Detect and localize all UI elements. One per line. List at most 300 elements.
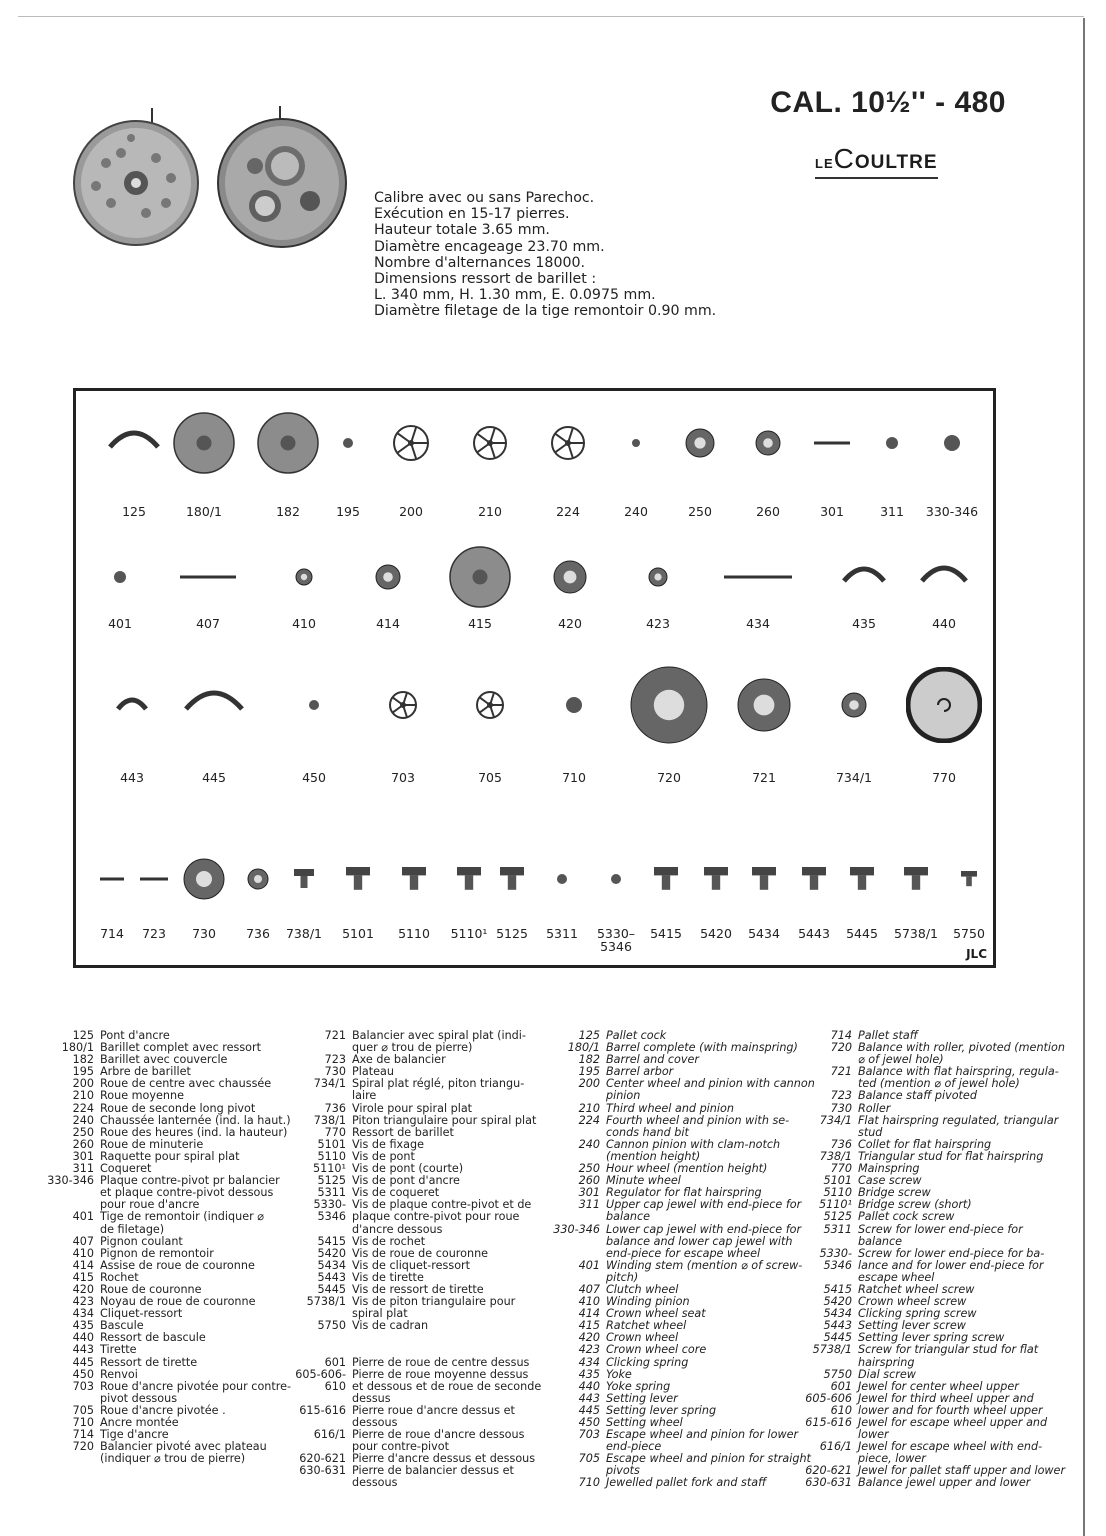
part-number: 301 bbox=[72, 1149, 94, 1163]
part-number-label: 5738/1 bbox=[894, 926, 938, 941]
part-number: 445 bbox=[72, 1355, 94, 1369]
part-number: 5110¹ bbox=[313, 1162, 346, 1176]
list-item bbox=[548, 1260, 815, 1272]
list-item bbox=[290, 1103, 541, 1115]
part-number: 311 bbox=[578, 1198, 600, 1212]
part-number-label: 423 bbox=[646, 616, 670, 631]
part-description: Clicking spring screw bbox=[858, 1307, 977, 1321]
part-number: 407 bbox=[578, 1282, 600, 1296]
part-number: 195 bbox=[72, 1065, 94, 1079]
part-number: 721 bbox=[830, 1065, 852, 1079]
list-item bbox=[548, 1477, 815, 1489]
part-number: 415 bbox=[578, 1319, 600, 1333]
list-item bbox=[800, 1417, 1065, 1429]
part-number bbox=[290, 1344, 352, 1356]
part-description: Roller bbox=[858, 1101, 891, 1115]
part-number: 311 bbox=[72, 1162, 94, 1176]
part-number-label: 401 bbox=[108, 616, 132, 631]
part-description: Jewel for pallet staff upper and lower bbox=[858, 1464, 1066, 1478]
part-number: 5311 bbox=[823, 1222, 852, 1236]
part-number: 420 bbox=[578, 1331, 600, 1345]
part-number-label: 710 bbox=[562, 770, 586, 785]
part-description: Raquette pour spiral plat bbox=[100, 1149, 240, 1163]
list-item bbox=[290, 1477, 541, 1489]
part-number: 720 bbox=[830, 1041, 852, 1055]
part-182-icon bbox=[256, 411, 320, 475]
part-number: 443 bbox=[72, 1343, 94, 1357]
part-description: escape wheel bbox=[858, 1270, 935, 1284]
part-240-icon bbox=[630, 437, 642, 449]
part-description: dessous bbox=[352, 1476, 398, 1490]
part-description: Screw for lower end-piece for bbox=[858, 1222, 1023, 1236]
part-description: Vis de pont (courte) bbox=[352, 1162, 464, 1176]
part-number-label: 734/1 bbox=[835, 770, 873, 785]
part-description: Tige de remontoir (indiquer ⌀ bbox=[100, 1210, 264, 1224]
part-number: 180/1 bbox=[567, 1041, 600, 1055]
part-number: 5420 bbox=[317, 1246, 346, 1260]
part-number: 423 bbox=[578, 1343, 600, 1357]
part-description: Ressort de bascule bbox=[100, 1331, 206, 1345]
part-description: Yoke bbox=[606, 1367, 632, 1381]
part-450-icon bbox=[307, 698, 321, 712]
part-description: Balance staff pivoted bbox=[858, 1089, 977, 1103]
part-number bbox=[30, 1224, 100, 1236]
part-5738-1-icon bbox=[902, 865, 930, 893]
part-description: Jewel for escape wheel with end- bbox=[858, 1440, 1043, 1454]
part-description: Tirette bbox=[100, 1343, 137, 1357]
part-description: de filetage) bbox=[100, 1222, 165, 1236]
part-description: Center wheel and pinion with cannon bbox=[606, 1077, 815, 1091]
part-number-label: 414 bbox=[376, 616, 400, 631]
part-number-label: 5125 bbox=[496, 926, 528, 941]
list-item bbox=[800, 1441, 1065, 1453]
part-5415-icon bbox=[652, 865, 680, 893]
list-item bbox=[548, 1236, 815, 1248]
part-number: 705 bbox=[578, 1452, 600, 1466]
list-item bbox=[548, 1381, 815, 1393]
part-number: 407 bbox=[72, 1234, 94, 1248]
part-description: Vis de pont d'ancre bbox=[352, 1174, 460, 1188]
part-description: Vis de piton triangulaire pour bbox=[352, 1295, 516, 1309]
part-5330--5346-icon bbox=[609, 872, 623, 886]
part-number: 705 bbox=[72, 1403, 94, 1417]
part-description: Roue de couronne bbox=[100, 1282, 202, 1296]
part-number bbox=[548, 1248, 606, 1260]
list-item bbox=[290, 1090, 541, 1102]
part-description: Vis de fixage bbox=[352, 1137, 424, 1151]
part-number-label: 720 bbox=[657, 770, 681, 785]
part-number: 415 bbox=[72, 1270, 94, 1284]
list-item bbox=[800, 1344, 1065, 1356]
part-410-icon bbox=[294, 567, 314, 587]
part-number: 5443 bbox=[823, 1319, 852, 1333]
part-number-label: 5311 bbox=[546, 926, 578, 941]
part-description: Winding stem (mention ⌀ of screw- bbox=[606, 1258, 803, 1272]
page-top-edge bbox=[18, 16, 1084, 17]
part-description: Screw for lower end-piece for ba- bbox=[858, 1246, 1045, 1260]
part-number-label: 5330– 5346 bbox=[596, 926, 636, 954]
part-number-label: 301 bbox=[820, 504, 844, 519]
part-description: Ratchet wheel bbox=[606, 1319, 687, 1333]
part-414-icon bbox=[374, 563, 402, 591]
part-description: Roue de seconde long pivot bbox=[100, 1101, 256, 1115]
parts-chart bbox=[73, 388, 996, 968]
part-description: Renvoi bbox=[100, 1367, 138, 1381]
part-number: 330-346 bbox=[47, 1174, 94, 1188]
part-description: balance bbox=[858, 1234, 903, 1248]
list-item bbox=[800, 1224, 1065, 1236]
part-description: Balance with roller, pivoted (mention bbox=[858, 1041, 1065, 1055]
part-number: 5738/1 bbox=[812, 1343, 852, 1357]
part-number: 330-346 bbox=[553, 1222, 600, 1236]
brand-logo: LECOULTRE bbox=[815, 146, 938, 179]
part-number: 736 bbox=[830, 1137, 852, 1151]
part-description: (mention height) bbox=[606, 1149, 701, 1163]
list-item bbox=[800, 1090, 1065, 1102]
part-number: 601 bbox=[830, 1379, 852, 1393]
part-description: stud bbox=[858, 1125, 883, 1139]
part-description: balance bbox=[606, 1210, 651, 1224]
part-number: 714 bbox=[72, 1428, 94, 1442]
part-5125-icon bbox=[498, 865, 526, 893]
part-description: Crown wheel bbox=[606, 1331, 679, 1345]
list-item bbox=[290, 1211, 541, 1223]
part-description: Fourth wheel and pinion with se- bbox=[606, 1113, 790, 1127]
part-number-label: 311 bbox=[880, 504, 904, 519]
part-description: Crown wheel seat bbox=[606, 1307, 706, 1321]
part-description: Third wheel and pinion bbox=[606, 1101, 734, 1115]
part-5101-icon bbox=[344, 865, 372, 893]
list-item bbox=[548, 1078, 815, 1090]
part-number: 605-606- bbox=[295, 1367, 346, 1381]
list-item bbox=[30, 1090, 291, 1102]
part-description: end-piece bbox=[606, 1440, 662, 1454]
part-description: Vis de cadran bbox=[352, 1319, 429, 1333]
part-number: 5110¹ bbox=[819, 1198, 852, 1212]
spec-line: Dimensions ressort de barillet : bbox=[374, 271, 597, 288]
list-item bbox=[290, 1344, 541, 1356]
part-number: 5346 bbox=[317, 1210, 346, 1224]
list-item bbox=[548, 1224, 815, 1236]
part-description: Bridge screw (short) bbox=[858, 1198, 972, 1212]
part-description: Vis de cliquet-ressort bbox=[352, 1258, 471, 1272]
list-item bbox=[30, 1236, 291, 1248]
calibre-specifications bbox=[374, 190, 716, 320]
list-item bbox=[548, 1369, 815, 1381]
part-description: Setting lever spring screw bbox=[858, 1331, 1005, 1345]
part-number-label: 5434 bbox=[748, 926, 780, 941]
part-number: 5415 bbox=[823, 1282, 852, 1296]
list-item bbox=[30, 1115, 291, 1127]
list-item bbox=[290, 1381, 541, 1393]
list-item bbox=[290, 1236, 541, 1248]
movement-bridge-side-image bbox=[210, 106, 355, 251]
list-item bbox=[30, 1332, 291, 1344]
part-195-icon bbox=[341, 436, 355, 450]
part-number-label: 410 bbox=[292, 616, 316, 631]
part-number: 210 bbox=[578, 1101, 600, 1115]
part-number-label: 5101 bbox=[342, 926, 374, 941]
part-description: Pierre d'ancre dessus et dessous bbox=[352, 1452, 536, 1466]
list-item bbox=[290, 1357, 541, 1369]
part-number: 5330- bbox=[819, 1246, 852, 1260]
part-330-346-icon bbox=[942, 433, 962, 453]
part-number-label: 5750 bbox=[953, 926, 985, 941]
list-item bbox=[800, 1103, 1065, 1115]
part-number: 200 bbox=[578, 1077, 600, 1091]
part-description: Setting wheel bbox=[606, 1416, 683, 1429]
part-description: Upper cap jewel with end-piece for bbox=[606, 1198, 802, 1212]
part-number: 610 bbox=[830, 1403, 852, 1417]
part-180-1-icon bbox=[172, 411, 236, 475]
part-number-label: 415 bbox=[468, 616, 492, 631]
part-description: Bridge screw bbox=[858, 1186, 931, 1200]
part-number: 240 bbox=[578, 1137, 600, 1151]
spec-line: Hauteur totale 3.65 mm. bbox=[374, 222, 550, 239]
part-number: 224 bbox=[72, 1101, 94, 1115]
part-number: 5445 bbox=[823, 1331, 852, 1345]
list-item bbox=[800, 1369, 1065, 1381]
part-number: 736 bbox=[324, 1101, 346, 1115]
english-parts-list-left bbox=[548, 1030, 815, 1490]
part-number-label: 195 bbox=[336, 504, 360, 519]
part-description: Assise de roue de couronne bbox=[100, 1258, 255, 1272]
part-description bbox=[352, 1344, 356, 1356]
part-210-icon bbox=[472, 425, 508, 461]
part-description: Chaussée lanternée (ind. la haut.) bbox=[100, 1113, 291, 1127]
part-401-icon bbox=[112, 569, 128, 585]
part-description: conds hand bit bbox=[606, 1125, 689, 1139]
list-item bbox=[30, 1224, 291, 1236]
part-description: Dial screw bbox=[858, 1367, 916, 1381]
part-description: laire bbox=[352, 1089, 377, 1103]
part-125-icon bbox=[108, 417, 160, 469]
part-number: 414 bbox=[72, 1258, 94, 1272]
list-item bbox=[290, 1078, 541, 1090]
part-number: 423 bbox=[72, 1295, 94, 1309]
part-705-icon bbox=[475, 690, 505, 720]
list-item bbox=[30, 1308, 291, 1320]
part-number: 5420 bbox=[823, 1295, 852, 1309]
part-number: 260 bbox=[578, 1174, 600, 1188]
part-description: Pignon de remontoir bbox=[100, 1246, 214, 1260]
part-description: et plaque contre-pivot dessous bbox=[100, 1186, 274, 1200]
part-number bbox=[30, 1453, 100, 1465]
part-description: balance and lower cap jewel with bbox=[606, 1234, 793, 1248]
part-description: Vis de tirette bbox=[352, 1270, 424, 1284]
part-number: 721 bbox=[324, 1029, 346, 1042]
part-number-label: 721 bbox=[752, 770, 776, 785]
part-description: pivots bbox=[606, 1464, 640, 1478]
part-description: Virole pour spiral plat bbox=[352, 1101, 473, 1115]
part-number-label: 705 bbox=[478, 770, 502, 785]
list-item bbox=[800, 1211, 1065, 1223]
list-item bbox=[548, 1357, 815, 1369]
part-5110--icon bbox=[455, 865, 483, 893]
part-description: Vis de roue de couronne bbox=[352, 1246, 489, 1260]
part-number-label: 180/1 bbox=[185, 504, 223, 519]
part-number-label: 5445 bbox=[846, 926, 878, 941]
part-description: Triangular stud for flat hairspring bbox=[858, 1149, 1044, 1163]
part-number: 182 bbox=[72, 1053, 94, 1067]
part-number-label: 224 bbox=[556, 504, 580, 519]
part-250-icon bbox=[684, 427, 716, 459]
part-number: 714 bbox=[830, 1029, 852, 1042]
part-description: Mainspring bbox=[858, 1162, 920, 1176]
list-item bbox=[30, 1151, 291, 1163]
part-number: 5101 bbox=[317, 1137, 346, 1151]
part-description: hairspring bbox=[858, 1355, 915, 1369]
part-description: Setting lever bbox=[606, 1391, 678, 1405]
part-770-icon bbox=[906, 667, 982, 743]
part-423-icon bbox=[647, 566, 669, 588]
list-item bbox=[290, 1224, 541, 1236]
part-number-label: 125 bbox=[122, 504, 146, 519]
list-item bbox=[800, 1115, 1065, 1127]
part-number bbox=[290, 1332, 352, 1344]
part-number: 770 bbox=[830, 1162, 852, 1176]
part-420-icon bbox=[552, 559, 588, 595]
part-description: Coqueret bbox=[100, 1162, 152, 1176]
part-number: 5346 bbox=[823, 1258, 852, 1272]
part-number: 5110 bbox=[823, 1186, 852, 1200]
part-738-1-icon bbox=[292, 867, 316, 891]
part-description: Pierre de balancier dessus et bbox=[352, 1464, 514, 1478]
part-435-icon bbox=[842, 555, 886, 599]
part-number: 630-631 bbox=[299, 1464, 346, 1478]
part-number-label: 5443 bbox=[798, 926, 830, 941]
part-description: Tige d'ancre bbox=[100, 1428, 169, 1442]
part-number: 410 bbox=[578, 1295, 600, 1309]
part-description: piece, lower bbox=[858, 1452, 926, 1466]
part-description: d'ancre dessous bbox=[352, 1222, 443, 1236]
list-item bbox=[548, 1090, 815, 1102]
list-item bbox=[290, 1296, 541, 1308]
part-number-label: 420 bbox=[558, 616, 582, 631]
part-number: 605-606 bbox=[805, 1391, 852, 1405]
part-number: 180/1 bbox=[61, 1041, 94, 1055]
part-number: 5434 bbox=[317, 1258, 346, 1272]
part-number-label: 210 bbox=[478, 504, 502, 519]
part-description: Vis de coqueret bbox=[352, 1186, 440, 1200]
part-description: Barrel arbor bbox=[606, 1065, 674, 1079]
part-5445-icon bbox=[848, 865, 876, 893]
part-number: 723 bbox=[324, 1053, 346, 1067]
part-number: 450 bbox=[578, 1416, 600, 1429]
part-description: Pont d'ancre bbox=[100, 1029, 170, 1042]
part-number: 734/1 bbox=[819, 1113, 852, 1127]
part-number: 5750 bbox=[317, 1319, 346, 1333]
list-item bbox=[800, 1477, 1065, 1489]
part-5443-icon bbox=[800, 865, 828, 893]
part-703-icon bbox=[388, 690, 418, 720]
part-5311-icon bbox=[555, 872, 569, 886]
part-number: 5330- bbox=[313, 1198, 346, 1212]
part-301-icon bbox=[812, 423, 852, 463]
movement-dial-side-image bbox=[66, 108, 206, 248]
part-description: pivot dessous bbox=[100, 1391, 178, 1405]
part-734-1-icon bbox=[840, 691, 868, 719]
part-description: plaque contre-pivot pour roue bbox=[352, 1210, 520, 1224]
part-description: Flat hairspring regulated, triangular bbox=[858, 1113, 1059, 1127]
part-number: 435 bbox=[72, 1319, 94, 1333]
list-item bbox=[30, 1103, 291, 1115]
part-description: Roue d'ancre pivotée pour contre- bbox=[100, 1379, 292, 1393]
part-description: Noyau de roue de couronne bbox=[100, 1295, 256, 1309]
part-number: 710 bbox=[578, 1476, 600, 1490]
part-number-label: 723 bbox=[142, 926, 166, 941]
list-item bbox=[30, 1211, 291, 1223]
list-item bbox=[800, 1357, 1065, 1369]
part-description: Bascule bbox=[100, 1319, 144, 1333]
part-description: Barrel and cover bbox=[606, 1053, 699, 1067]
part-number: 5311 bbox=[317, 1186, 346, 1200]
part-number: 615-616 bbox=[805, 1416, 852, 1429]
part-description: Vis de pont bbox=[352, 1149, 415, 1163]
part-5434-icon bbox=[750, 865, 778, 893]
spec-line: Exécution en 15-17 pierres. bbox=[374, 206, 570, 223]
part-number-label: 770 bbox=[932, 770, 956, 785]
part-721-icon bbox=[736, 677, 792, 733]
part-number: 301 bbox=[578, 1186, 600, 1200]
part-number bbox=[30, 1187, 100, 1199]
part-number-label: 407 bbox=[196, 616, 220, 631]
part-number-label: 182 bbox=[276, 504, 300, 519]
part-number: 440 bbox=[578, 1379, 600, 1393]
part-description: Axe de balancier bbox=[352, 1053, 446, 1067]
part-730-icon bbox=[182, 857, 226, 901]
list-item bbox=[548, 1248, 815, 1260]
part-description: ted (mention ⌀ of jewel hole) bbox=[858, 1077, 1020, 1091]
french-parts-list-right bbox=[290, 1030, 541, 1490]
part-number-label: 736 bbox=[246, 926, 270, 941]
part-number: 601 bbox=[324, 1355, 346, 1369]
part-number: 125 bbox=[578, 1029, 600, 1042]
part-description: Crown wheel core bbox=[606, 1343, 707, 1357]
part-number-label: 260 bbox=[756, 504, 780, 519]
part-description: Balance with flat hairspring, regula- bbox=[858, 1065, 1059, 1079]
part-number: 5750 bbox=[823, 1367, 852, 1381]
part-number: 5738/1 bbox=[306, 1295, 346, 1309]
part-description: Escape wheel and pinion for lower bbox=[606, 1428, 799, 1442]
part-260-icon bbox=[754, 429, 782, 457]
page-right-edge bbox=[1083, 18, 1085, 1536]
part-number: 445 bbox=[578, 1403, 600, 1417]
part-number bbox=[548, 1211, 606, 1223]
part-number bbox=[800, 1236, 858, 1248]
part-description: Balancier pivoté avec plateau bbox=[100, 1440, 267, 1454]
part-description: spiral plat bbox=[352, 1307, 408, 1321]
spec-line: Calibre avec ou sans Parechoc. bbox=[374, 190, 595, 206]
part-description: Pallet cock bbox=[606, 1029, 667, 1042]
part-number: 5443 bbox=[317, 1270, 346, 1284]
part-description: Ressort de tirette bbox=[100, 1355, 198, 1369]
part-description: Roue de centre avec chaussée bbox=[100, 1077, 272, 1091]
part-710-icon bbox=[564, 695, 584, 715]
part-description: Ratchet wheel screw bbox=[858, 1282, 975, 1296]
part-description: Barrel complete (with mainspring) bbox=[606, 1041, 798, 1055]
part-description: Pierre de roue de centre dessus bbox=[352, 1355, 530, 1369]
part-description: Vis de ressort de tirette bbox=[352, 1282, 484, 1296]
part-description: Collet for flat hairspring bbox=[858, 1137, 992, 1151]
part-description: Jewelled pallet fork and staff bbox=[606, 1476, 767, 1490]
part-number: 195 bbox=[578, 1065, 600, 1079]
list-item bbox=[290, 1332, 541, 1344]
part-number: 730 bbox=[324, 1065, 346, 1079]
part-number: 434 bbox=[578, 1355, 600, 1369]
part-description: Roue moyenne bbox=[100, 1089, 184, 1103]
list-item bbox=[290, 1369, 541, 1381]
